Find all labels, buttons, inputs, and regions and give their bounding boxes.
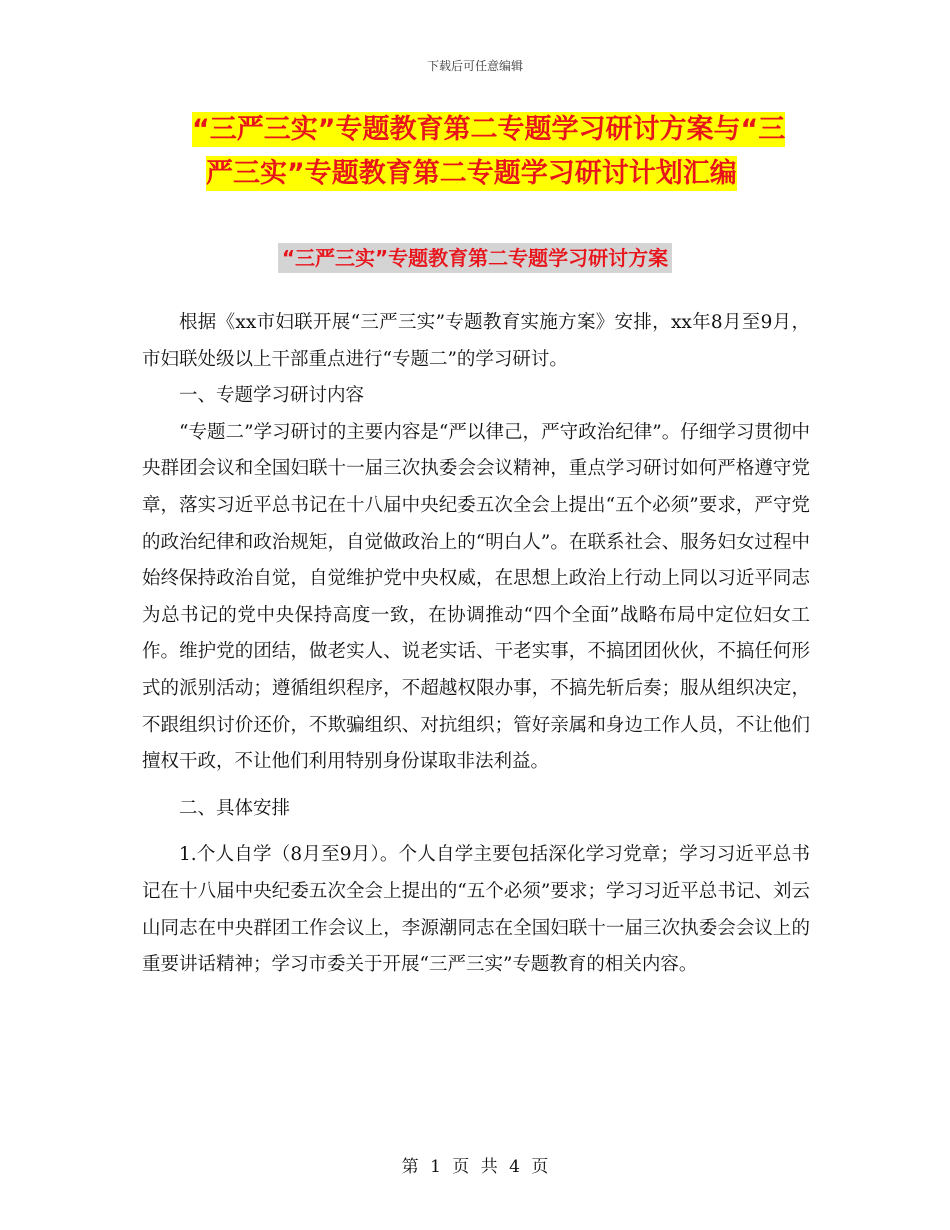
title-line-1-text: “三严三实”专题教育第二专题学习研讨方案与“三 [192,114,786,145]
section-subtitle-text: “三严三实”专题教育第二专题学习研讨方案 [278,243,672,273]
title-line-2 [140,152,840,196]
document-title [140,108,840,196]
document-body [142,305,810,984]
page-footer: 第 1 页 共 4 页 [401,1157,549,1177]
title-line-1 [140,108,840,152]
section-subtitle [0,242,950,271]
paragraph-intro: 根据《xx市妇联开展“三严三实”专题教育实施方案》安排，xx年8月至9月，市妇联处级以上干部重点进行“专题二”的学习研讨。 [142,312,810,370]
title-line-2-text: 严三实”专题教育第二专题学习研讨计划汇编 [206,158,737,189]
heading-section-2: 二、具体安排 [179,797,291,819]
paragraph-self-study: 1.个人自学（8月至9月）。个人自学主要包括深化学习党章；学习习近平总书记在十八届中央纪委五次全会上提出的“五个必须”要求；学习习近平总书记、刘云山同志在中央群团工作会议上，李源潮同志在全国妇联十一届三次执委会会议上的重要讲话精神；学习市委关于开展“三严三实”专题教育的相关内容。 [142,844,810,976]
heading-section-1: 一、专题学习研讨内容 [179,385,365,407]
paragraph-content: “专题二”学习研讨的主要内容是“严以律己，严守政治纪律”。仔细学习贯彻中央群团会议和全国妇联十一届三次执委会会议精神，重点学习研讨如何严格遵守党章，落实习近平总书记在十八届中央纪委五次全会上提出“五个必须”要求，严守党的政治纪律和政治规矩，自觉做政治上的“明白人”。在联系社会、服务妇女过程中始终保持政治自觉，自觉维护党中央权威，在思想上政治上行动上同以习近平同志为总书记的党中央保持高度一致，在协调推动“四个全面”战略布局中定位妇女工作。维护党的团结，做老实人、说老实话、干老实事，不搞团团伙伙，不搞任何形式的派别活动；遵循组织程序，不超越权限办事，不搞先斩后奏；服从组织决定，不跟组织讨价还价，不欺骗组织、对抗组织；管好亲属和身边工作人员，不让他们擅权干政，不让他们利用特别身份谋取非法利益。 [142,421,810,773]
header-note: 下载后可任意编辑 [426,59,523,73]
